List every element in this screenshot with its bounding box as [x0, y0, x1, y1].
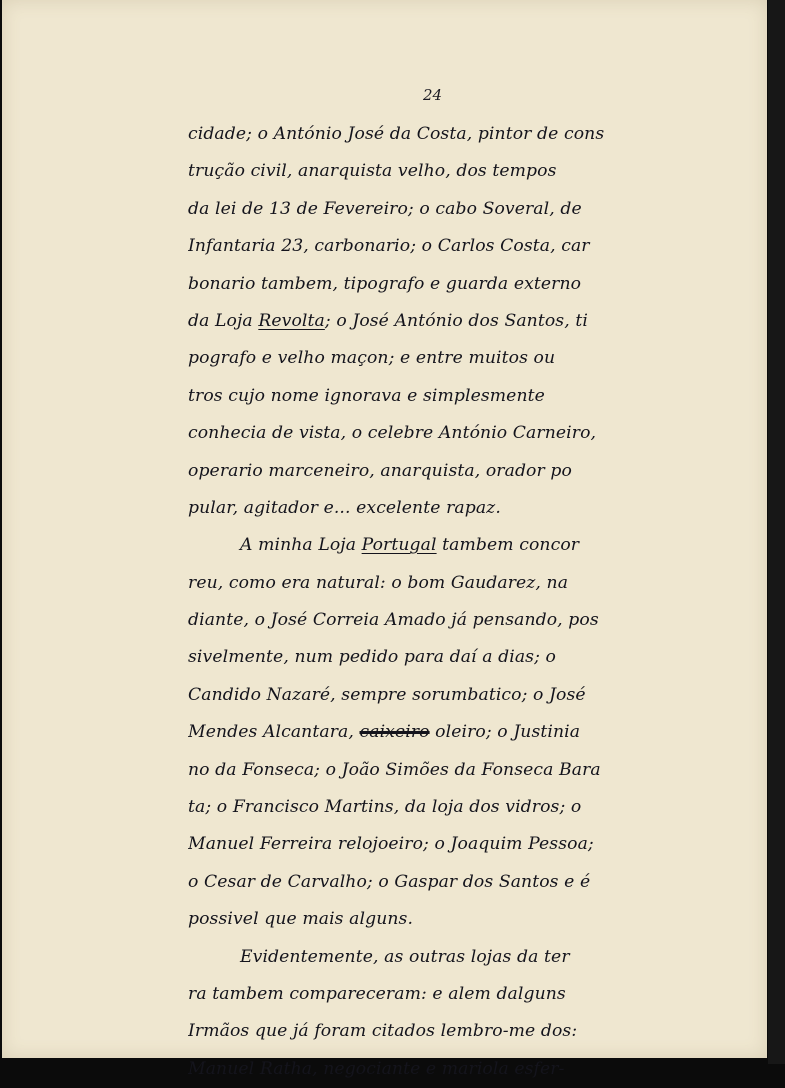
manuscript-line — [188, 714, 688, 751]
line-text: o Cesar de Carvalho; o Gaspar dos Santos e é — [188, 871, 591, 892]
manuscript-line — [188, 1051, 688, 1088]
manuscript-line — [188, 228, 688, 265]
manuscript-line — [188, 340, 688, 377]
manuscript-line — [188, 565, 688, 602]
manuscript-line — [188, 191, 688, 228]
line-text: no da Fonseca; o João Simões da Fonseca Bara — [188, 759, 601, 780]
underlined-lodge-name: Portugal — [361, 535, 437, 556]
line-text: pografo e velho maçon; e entre muitos ou — [188, 348, 556, 369]
manuscript-line — [188, 527, 688, 564]
manuscript-line — [188, 453, 688, 490]
manuscript-line — [188, 826, 688, 863]
manuscript-line — [188, 378, 688, 415]
underlined-lodge-name: Revolta — [258, 310, 325, 331]
line-text-before: Mendes Alcantara, — [188, 722, 360, 743]
line-text: bonario tambem, tipografo e guarda externo — [188, 273, 582, 294]
line-text: Manuel Ferreira relojoeiro; o Joaquim Pessoa; — [188, 834, 594, 855]
line-text: operario marceneiro, anarquista, orador po — [188, 460, 572, 481]
line-text-after: ; o José António dos Santos, ti — [324, 310, 588, 331]
line-text-before: A minha Loja — [240, 535, 362, 556]
line-text: sivelmente, num pedido para daí a dias; o — [188, 647, 556, 668]
manuscript-line — [188, 116, 688, 153]
line-text: Irmãos que já foram citados lembro-me dos: — [188, 1021, 578, 1042]
line-text: Evidentemente, as outras lojas da ter — [240, 946, 570, 967]
line-text: pular, agitador e... excelente rapaz. — [188, 497, 501, 518]
manuscript-line — [188, 153, 688, 190]
line-text: ra tambem compareceram: e alem dalguns — [188, 983, 566, 1004]
manuscript-page — [2, 0, 767, 1079]
manuscript-line — [188, 415, 688, 452]
line-text: trução civil, anarquista velho, dos tempos — [188, 161, 557, 182]
struck-through-word: caixeiro — [359, 722, 430, 743]
line-text: ta; o Francisco Martins, da loja dos vidros; o — [188, 797, 582, 818]
manuscript-line — [188, 901, 688, 938]
line-text: Candido Nazaré, sempre sorumbatico; o José — [188, 684, 586, 705]
handwritten-text-block — [188, 116, 688, 1088]
manuscript-line — [188, 976, 688, 1013]
manuscript-line — [188, 602, 688, 639]
manuscript-line — [188, 939, 688, 976]
line-text: da lei de 13 de Fevereiro; o cabo Soveral, de — [188, 198, 582, 219]
line-text: Infantaria 23, carbonario; o Carlos Costa, car — [188, 236, 590, 257]
line-text-after: oleiro; o Justinia — [429, 722, 581, 743]
line-text: reu, como era natural: o bom Gaudarez, na — [188, 572, 569, 593]
line-text: possivel que mais alguns. — [188, 909, 414, 930]
scanner-edge-strip — [768, 0, 785, 1064]
manuscript-line — [188, 490, 688, 527]
manuscript-line — [188, 677, 688, 714]
line-text: Manuel Ratha, negociante e mariola esfer- — [188, 1058, 565, 1079]
line-text: tros cujo nome ignorava e simplesmente — [188, 385, 545, 406]
manuscript-line — [188, 864, 688, 901]
manuscript-line — [188, 639, 688, 676]
line-text: conhecia de vista, o celebre António Carneiro, — [188, 423, 597, 444]
manuscript-line — [188, 303, 688, 340]
page-number: 24 — [423, 86, 443, 104]
manuscript-line — [188, 266, 688, 303]
manuscript-line — [188, 752, 688, 789]
manuscript-line — [188, 789, 688, 826]
line-text: diante, o José Correia Amado já pensando, pos — [188, 610, 599, 631]
line-text-before: da Loja — [188, 310, 259, 331]
line-text: cidade; o António José da Costa, pintor de cons — [188, 124, 605, 144]
line-text-after: tambem concor — [436, 535, 580, 556]
manuscript-line — [188, 1013, 688, 1050]
